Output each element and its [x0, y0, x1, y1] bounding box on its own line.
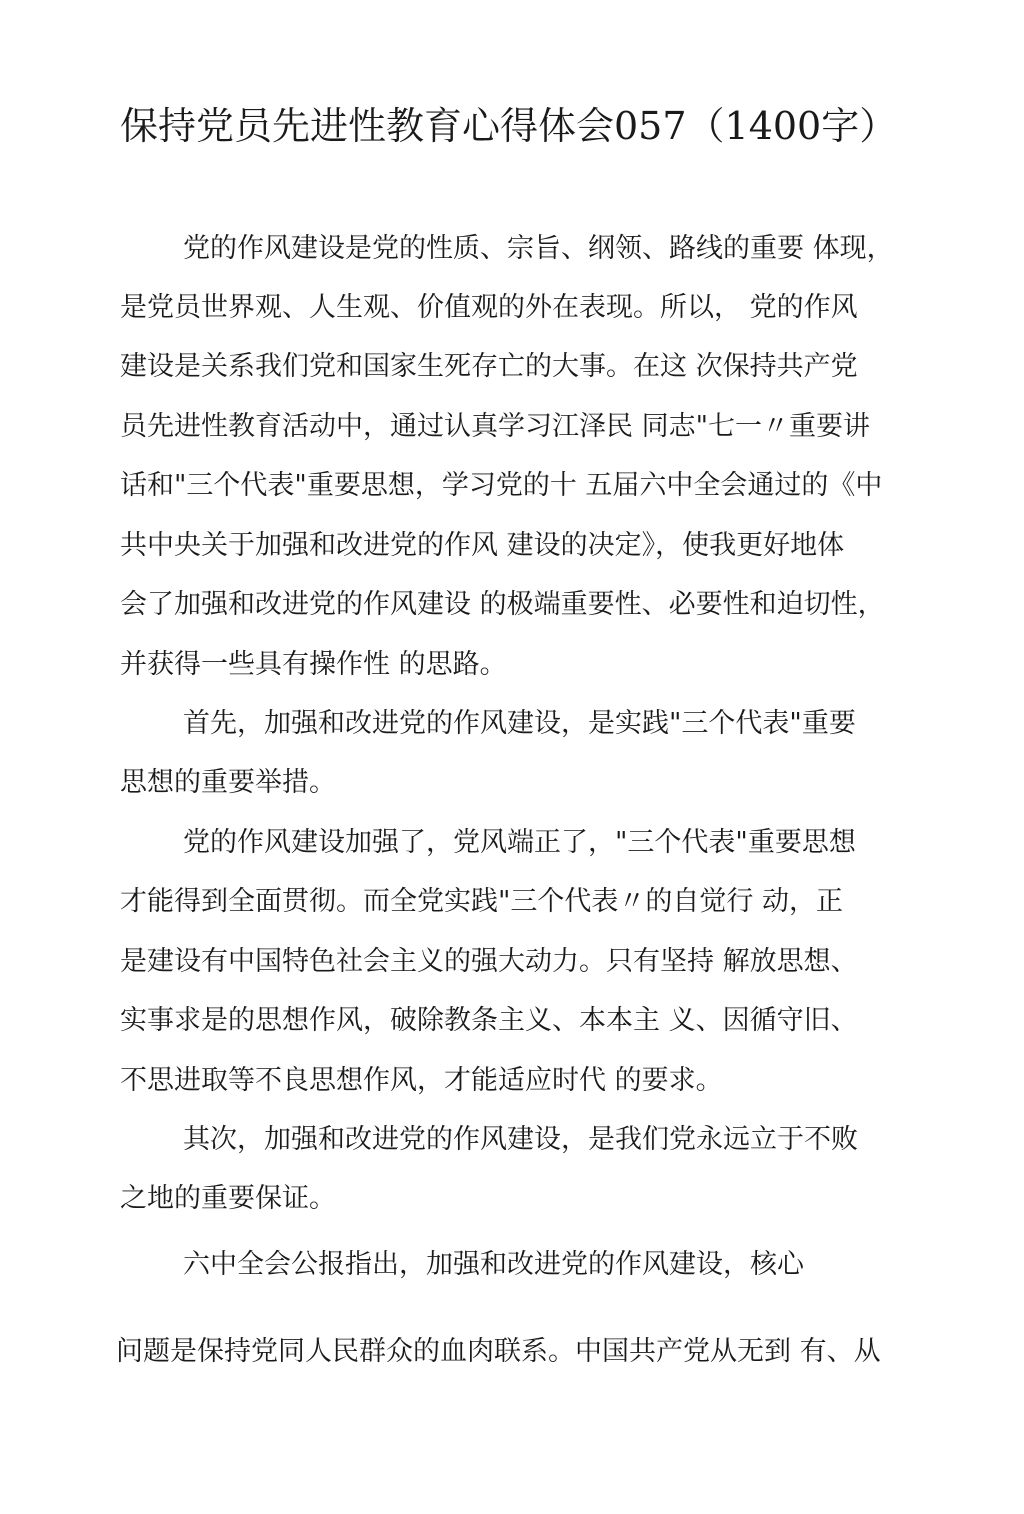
text-line: 之地的重要保证。	[120, 1183, 336, 1214]
text-line: 思想的重要举措。	[120, 767, 336, 798]
text-line: 六中全会公报指出，加强和改进党的作风建设，核心	[183, 1249, 804, 1280]
text-line: 建设是关系我们党和国家生死存亡的大事。在这 次保持共产党	[120, 351, 858, 382]
text-line: 会了加强和改进党的作风建设 的极端重要性、必要性和迫切性，	[120, 589, 885, 620]
text-line: 员先进性教育活动中，通过认真学习江泽民 同志"七一〃重要讲	[120, 411, 871, 442]
text-line: 话和"三个代表"重要思想，学习党的十 五届六中全会通过的《中	[120, 470, 883, 501]
text-line: 才能得到全面贯彻。而全党实践"三个代表〃的自觉行 动，正	[120, 886, 844, 917]
text-line: 党的作风建设加强了，党风端正了，"三个代表"重要思想	[183, 827, 856, 858]
text-line: 党的作风建设是党的性质、宗旨、纲领、路线的重要 体现，	[183, 233, 894, 264]
text-line: 共中央关于加强和改进党的作风 建设的决定》，使我更好地体	[120, 530, 845, 561]
text-line: 问题是保持党同人民群众的血肉联系。中国共产党从无到 有、从	[116, 1336, 881, 1367]
text-line: 是党员世界观、人生观、价值观的外在表现。所以， 党的作风	[120, 292, 858, 323]
text-line: 其次，加强和改进党的作风建设，是我们党永远立于不败	[183, 1124, 858, 1155]
text-line: 并获得一些具有操作性 的思路。	[120, 649, 507, 680]
text-line: 实事求是的思想作风，破除教条主义、本本主 义、因循守旧、	[120, 1005, 858, 1036]
text-line: 首先，加强和改进党的作风建设，是实践"三个代表"重要	[183, 708, 856, 739]
text-line: 是建设有中国特色社会主义的强大动力。只有坚持 解放思想、	[120, 946, 858, 977]
page-title: 保持党员先进性教育心得体会057（1400字）	[120, 104, 898, 148]
text-line: 不思进取等不良思想作风，才能适应时代 的要求。	[120, 1065, 723, 1096]
